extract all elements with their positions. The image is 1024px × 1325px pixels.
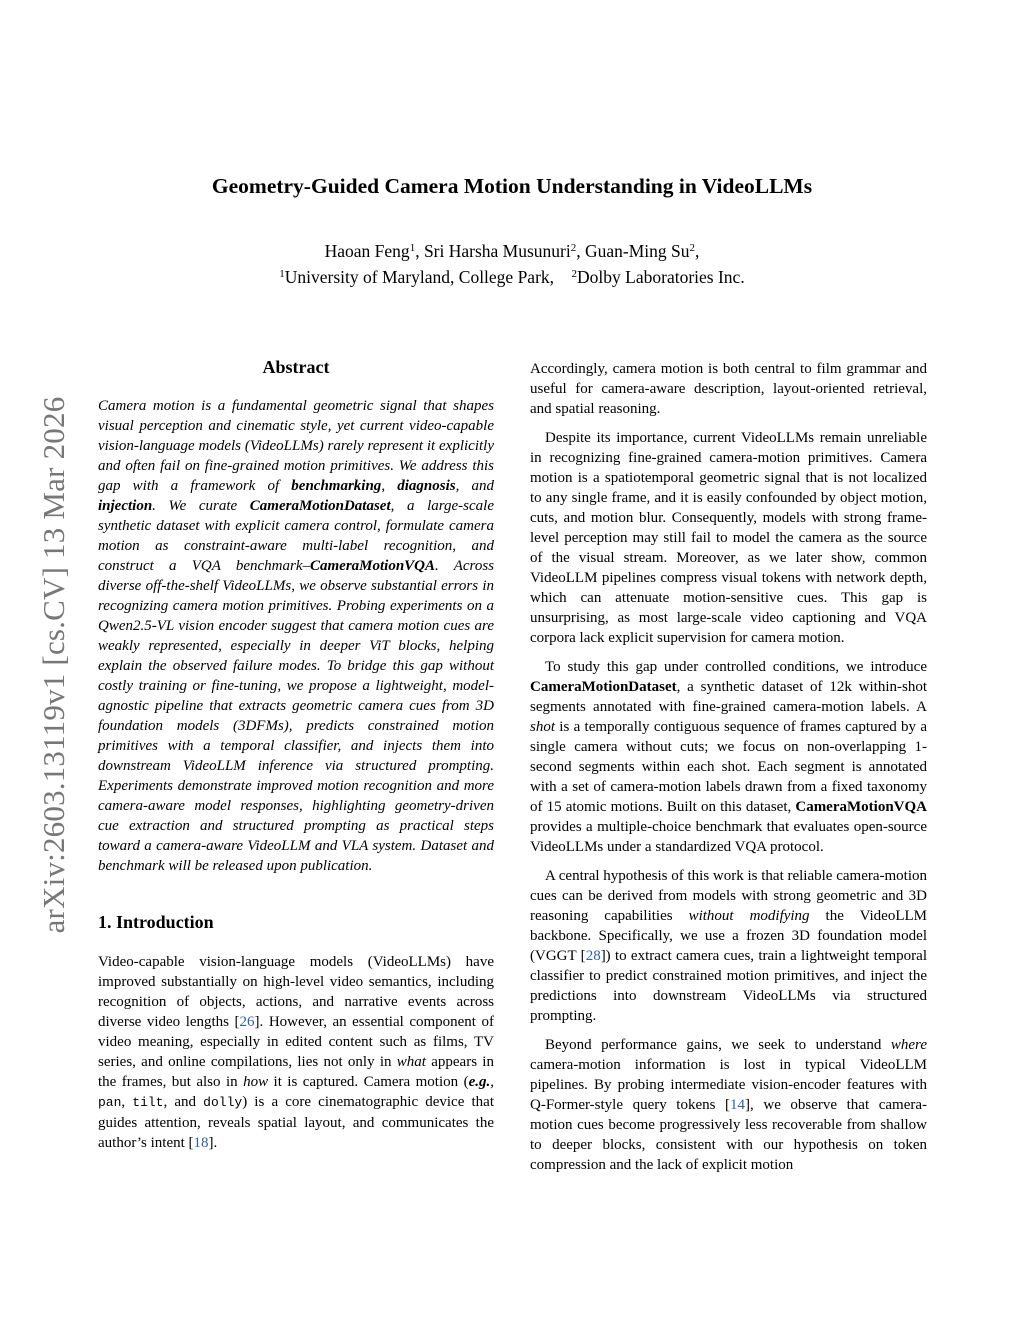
affiliation-list bbox=[0, 264, 1024, 290]
affiliation-mark: 2 bbox=[571, 268, 578, 280]
affiliation: Dolby Laboratories Inc. bbox=[577, 267, 745, 287]
citation-link[interactable]: 14 bbox=[730, 1097, 746, 1113]
citation-link[interactable]: 26 bbox=[239, 1014, 255, 1030]
affiliation-mark: 1 bbox=[409, 242, 416, 254]
citation-link[interactable]: 18 bbox=[193, 1135, 209, 1151]
author-list bbox=[0, 238, 1024, 264]
body-paragraph: To study this gap under controlled conditions, we introduce CameraMotionDataset, a synthetic dataset of 12k within-shot segments annotated with fine-grained camera-motion labels. A shot is a temporally contiguous sequence of frames captured by a single camera without cuts; we focus on non-overlapping 1-second segments within each shot. Each segment is annotated with a set of camera-motion labels drawn from a fixed taxonomy of 15 atomic motions. Built on this dataset, CameraMotionVQA provides a multiple-choice benchmark that evaluates open-source VideoLLMs under a standardized VQA protocol. bbox=[530, 659, 927, 855]
body-paragraph: Despite its importance, current VideoLLMs remain unreliable in recognizing fine-grained camera-motion primitives. Camera motion is a spatiotemporal geometric signal that is not localized to any single frame, and it is easily confounded by object motion, cuts, and motion blur. Consequently, models with strong frame-level perception may still fail to model the camera as the source of the visual stream. Moreover, as we later show, common VideoLLM pipelines compress visual tokens with network depth, which can attenuate motion-sensitive cues. This gap is unsurprising, as most large-scale video captioning and VQA corpora lack explicit supervision for camera motion. bbox=[530, 430, 927, 646]
affiliation-mark: 2 bbox=[689, 242, 695, 254]
right-column bbox=[530, 359, 927, 1175]
affiliation-mark: 1 bbox=[279, 268, 285, 280]
author-name: , Sri Harsha Musunuri bbox=[415, 241, 571, 261]
affiliation-mark: 2 bbox=[570, 242, 577, 254]
body-paragraph: Beyond performance gains, we seek to understand where camera-motion information is lost in typical VideoLLM pipelines. By probing intermediate vision-encoder features with Q-Former-style query tokens [14], we observe that camera-motion cues become progressively less recoverable from shallow to deeper blocks, consistent with our hypothesis on token compression and the lack of explicit motion bbox=[530, 1037, 927, 1173]
arxiv-identifier: arXiv:2603.13119v1 [cs.CV] 13 Mar 2026 bbox=[36, 396, 71, 934]
abstract-text: Camera motion is a fundamental geometric signal that shapes visual perception and cinematic style, yet current video-capable vision-language models (VideoLLMs) rarely represent it explicitly and often fail on fine-grained motion primitives. We address this gap with a framework of benchmarking, diagnosis, and injection. We curate CameraMotionDataset, a large-scale synthetic dataset with explicit camera control, formulate camera motion as constraint-aware multi-label recognition, and construct a VQA benchmark–CameraMotionVQA. Across diverse off-the-shelf VideoLLMs, we observe substantial errors in recognizing camera motion primitives. Probing experiments on a Qwen2.5-VL vision encoder suggest that camera motion cues are weakly represented, especially in deeper ViT blocks, helping explain the observed failure modes. To bridge this gap without costly training or fine-tuning, we propose a lightweight, model-agnostic pipeline that extracts geometric camera cues from 3D foundation models (3DFMs), predicts constrained motion primitives with a temporal classifier, and injects them into downstream VideoLLM inference via structured prompting. Experiments demonstrate improved motion recognition and more camera-aware model responses, highlighting geometry-driven cue extraction and structured prompting as practical steps toward a camera-aware VideoLLM and VLA system. Dataset and benchmark will be released upon publication. bbox=[98, 398, 495, 874]
body-paragraph: Accordingly, camera motion is both central to film grammar and useful for camera-aware description, layout-oriented retrieval, and spatial reasoning. bbox=[530, 361, 927, 417]
author-block bbox=[0, 238, 1024, 290]
section-heading: 1. Introduction bbox=[98, 912, 214, 932]
author-name: , Guan-Ming Su bbox=[576, 241, 690, 261]
body-paragraph: A central hypothesis of this work is that reliable camera-motion cues can be derived from models with strong geometric and 3D reasoning capabilities without modifying the VideoLLM backbone. Specifically, we use a frozen 3D foundation model (VGGT [28]) to extract camera cues, train a lightweight temporal classifier to predict constrained motion primitives, and inject the predictions into downstream VideoLLMs via structured prompting. bbox=[530, 868, 927, 1024]
citation-link[interactable]: 28 bbox=[585, 948, 601, 964]
affiliation: University of Maryland, College Park, bbox=[284, 267, 555, 287]
author-name: Haoan Feng bbox=[324, 241, 410, 261]
author-separator: , bbox=[695, 241, 700, 261]
paper-title: Geometry-Guided Camera Motion Understanding in VideoLLMs bbox=[211, 174, 813, 198]
left-column bbox=[98, 355, 494, 1153]
intro-paragraph: Video-capable vision-language models (VideoLLMs) have improved substantially on high-level video semantics, including recognition of objects, actions, and narrative events across diverse video lengths [26]. However, an essential component of video meaning, especially in edited content such as films, TV series, and online compilations, lies not only in what appears in the frames, but also in how it is captured. Camera motion (e.g., pan, tilt, and dolly) is a core cinematographic device that guides attention, reveals spatial layout, and communicates the author’s intent [18]. bbox=[98, 954, 494, 1151]
abstract-heading: Abstract bbox=[262, 357, 330, 377]
